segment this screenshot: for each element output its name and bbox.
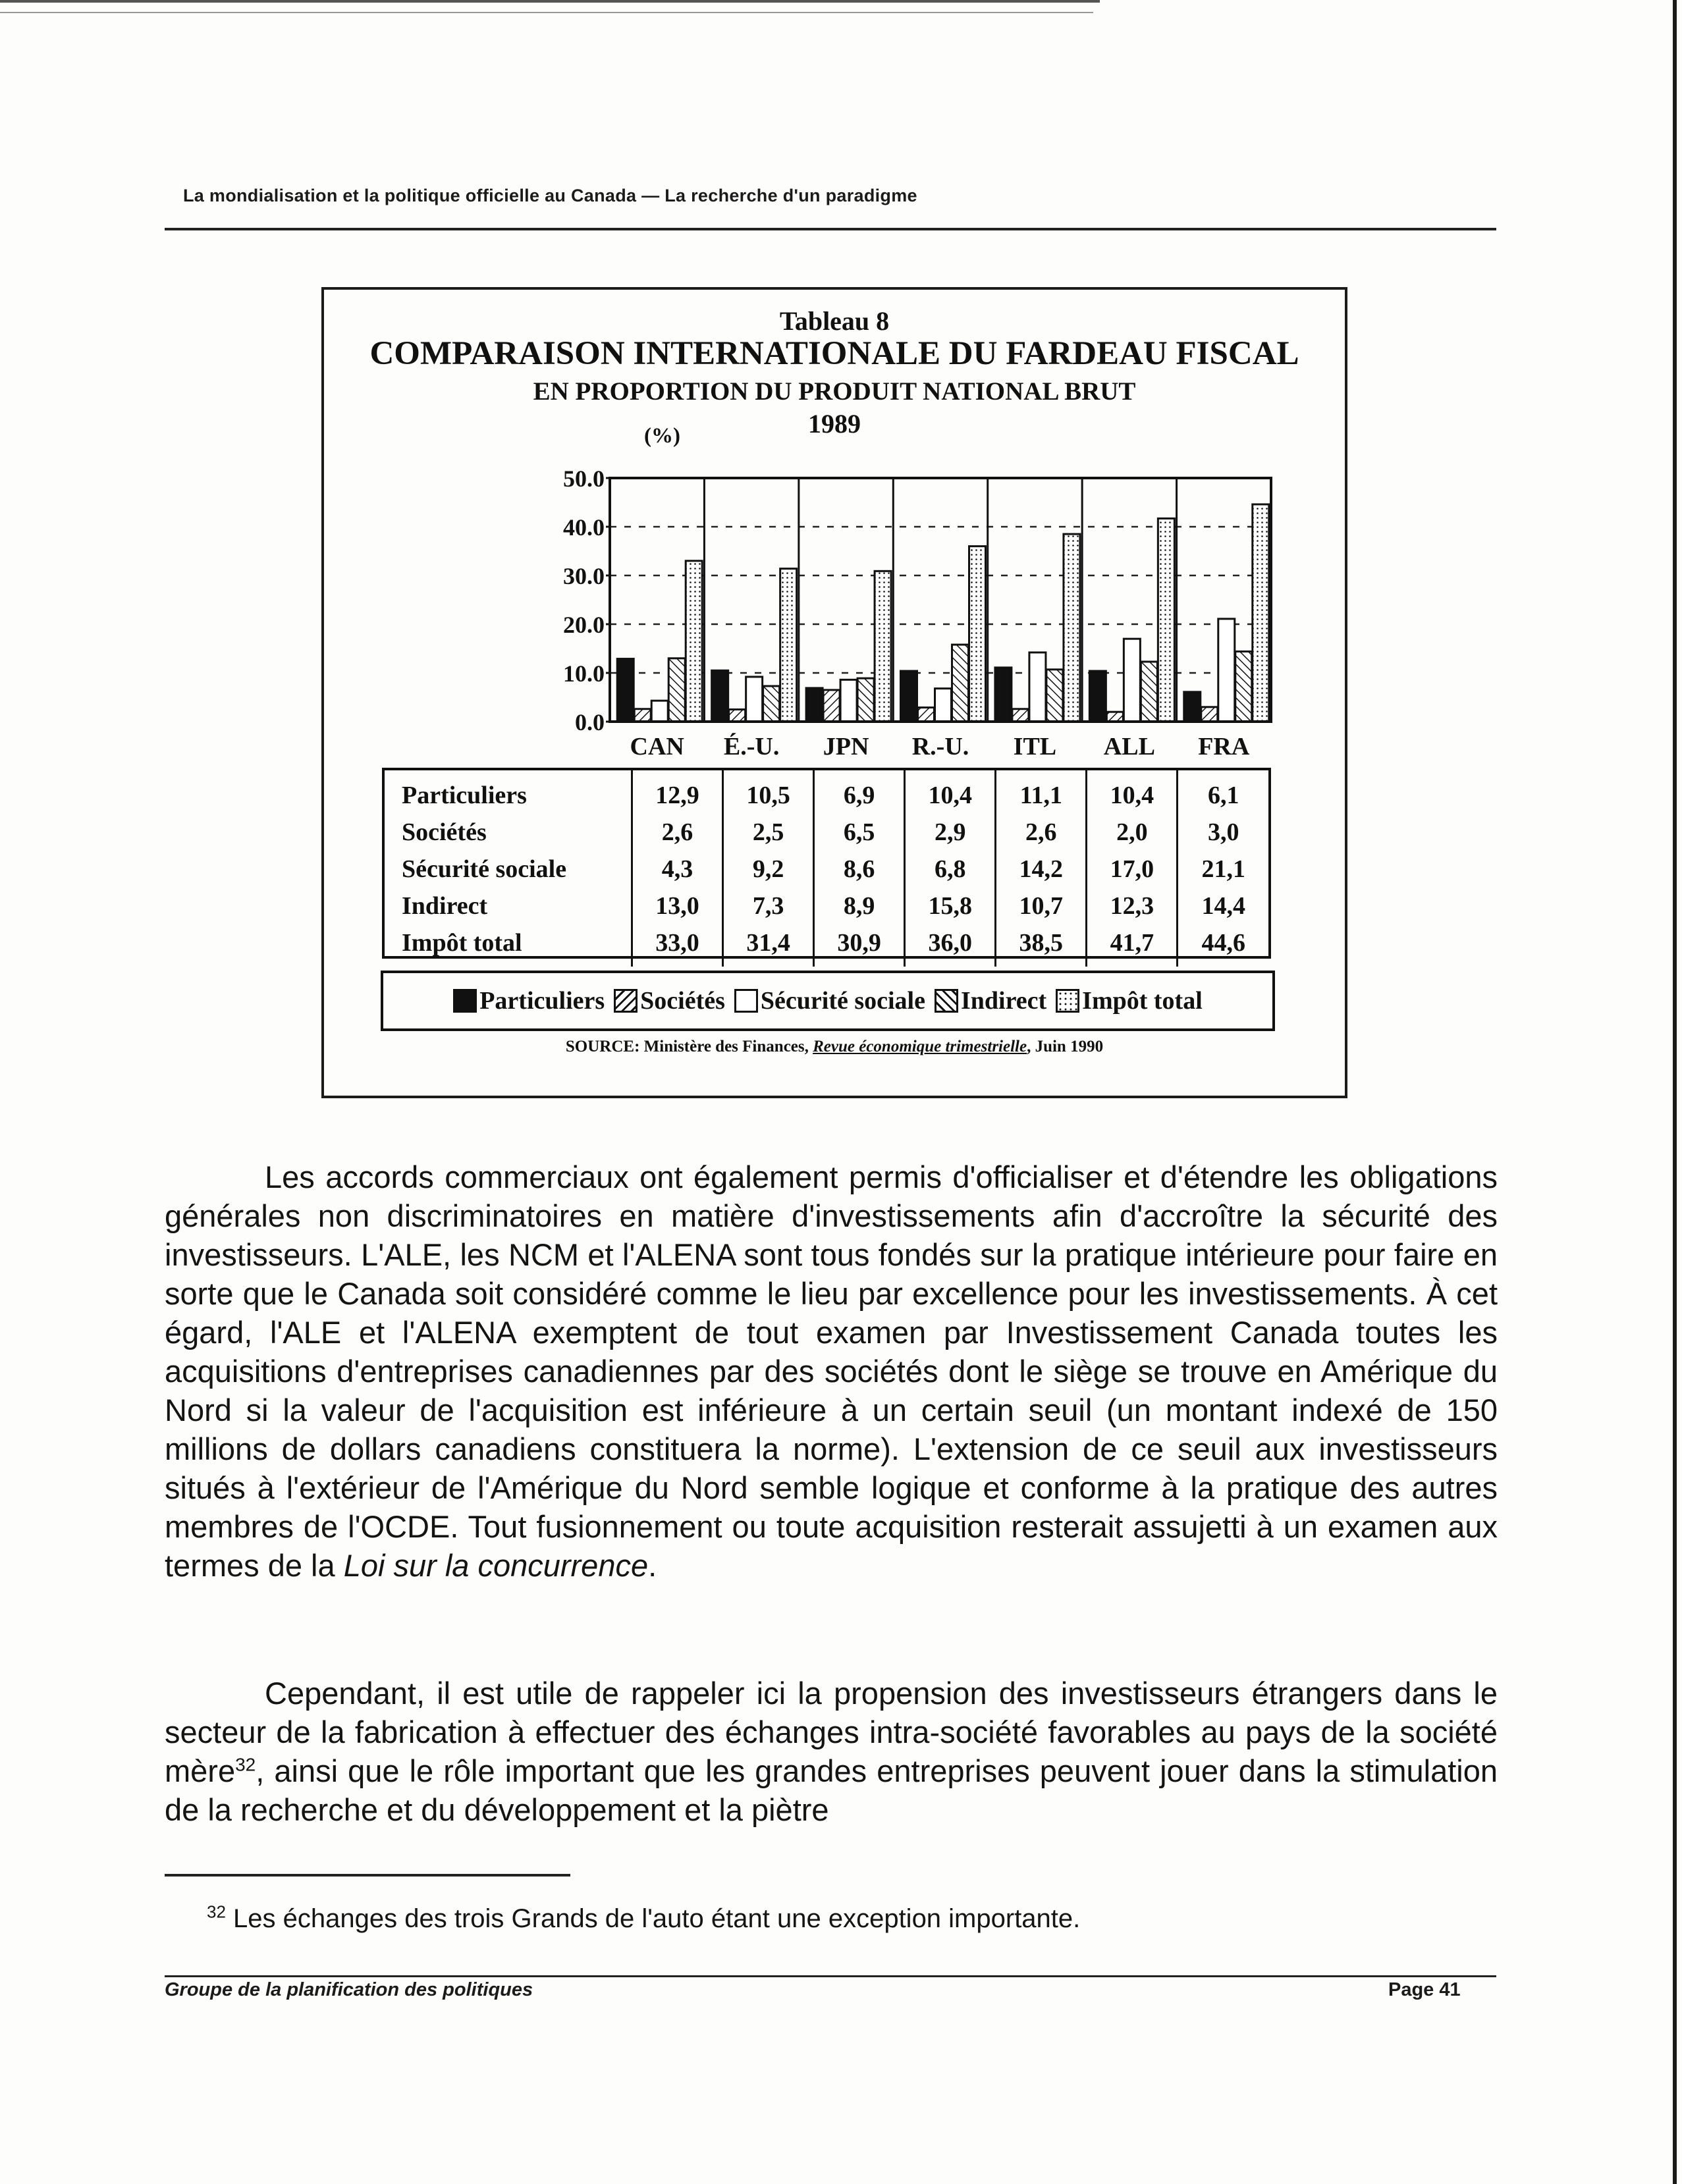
table-cell: 6,1 xyxy=(1207,782,1239,809)
x-category-label: JPN xyxy=(823,733,869,760)
legend-item-indirect xyxy=(935,986,1046,1015)
bar-imp-t-total xyxy=(780,569,797,722)
table-cell: 31,4 xyxy=(723,924,814,967)
bar-indirect xyxy=(763,686,780,722)
figure-year: 1989 xyxy=(808,409,861,439)
table-cell: 14,2 xyxy=(996,851,1087,888)
legend-swatch-dotted xyxy=(1056,989,1079,1013)
legend-item-securite-sociale xyxy=(734,986,925,1015)
bar-particuliers xyxy=(901,671,917,722)
x-category-label: ALL xyxy=(1103,733,1155,760)
footer-organization: Groupe de la planification des politiques xyxy=(165,1979,533,2000)
row-label: Indirect xyxy=(383,888,632,924)
source-suffix: , Juin 1990 xyxy=(1027,1038,1104,1055)
table-cell: 10,4 xyxy=(1087,770,1178,814)
footer-rule xyxy=(165,1975,1496,1977)
top-scan-rule-secondary xyxy=(0,12,1093,13)
row-label: Sociétés xyxy=(383,814,632,851)
body-paragraph-1 xyxy=(165,1158,1498,1585)
table-cell: 9,2 xyxy=(723,851,814,888)
footnote-number: 32 xyxy=(207,1902,226,1922)
x-category-label: É.-U. xyxy=(723,733,780,760)
table-cell: 11,1 xyxy=(996,770,1087,814)
bar-indirect xyxy=(1235,651,1252,722)
bar-particuliers xyxy=(806,688,823,722)
table-cell: 6,5 xyxy=(814,814,905,851)
table-cell: 6,8 xyxy=(905,851,996,888)
table-cell: 6,9 xyxy=(814,770,905,814)
table-cell: 13,0 xyxy=(632,888,723,924)
table-cell: 7,3 xyxy=(723,888,814,924)
legend-swatch-empty xyxy=(734,989,758,1013)
table-cell: 30,9 xyxy=(814,924,905,967)
data-table xyxy=(383,770,1268,967)
bar-soci-t-s xyxy=(729,710,746,722)
bar-soci-t-s xyxy=(1106,712,1123,722)
table-row xyxy=(383,770,1268,814)
y-tick-label: 50.0 xyxy=(563,466,605,492)
y-tick-label: 0.0 xyxy=(575,709,605,735)
bar-indirect xyxy=(952,645,969,722)
figure-title: COMPARAISON INTERNATIONALE DU FARDEAU FISCAL xyxy=(369,335,1299,372)
bar-s-curit-sociale xyxy=(935,689,952,722)
table-cell: 12,3 xyxy=(1087,888,1178,924)
bar-particuliers xyxy=(617,659,634,722)
paragraph-text: Cependant, il est utile de rappeler ici la propension des investisseurs étrangers dans le secteur de la fabrication à effectuer des échanges intra-société favorables au pays de la société mère xyxy=(165,1676,1498,1788)
table-cell: 36,0 xyxy=(905,924,996,967)
bar-imp-t-total xyxy=(969,546,986,722)
table-cell: 2,6 xyxy=(632,814,723,851)
bar-particuliers xyxy=(995,668,1012,722)
row-label: Impôt total xyxy=(383,924,632,967)
x-category-label: ITL xyxy=(1013,733,1057,760)
bar-soci-t-s xyxy=(634,709,651,722)
table-cell: 17,0 xyxy=(1087,851,1178,888)
table-row xyxy=(383,888,1268,924)
source-publication: Revue économique trimestrielle xyxy=(813,1038,1027,1055)
footnote-text: Les échanges des trois Grands de l'auto étant une exception importante. xyxy=(225,1904,1081,1933)
legend-item-particuliers xyxy=(453,986,605,1015)
bar-s-curit-sociale xyxy=(840,679,857,722)
table-cell: 2,5 xyxy=(723,814,814,851)
legend-swatch-diagonal xyxy=(614,989,638,1013)
table-cell: 12,9 xyxy=(632,770,723,814)
legend-label: Impôt total xyxy=(1082,987,1203,1015)
bar-indirect xyxy=(1141,662,1157,722)
top-scan-rule xyxy=(0,0,1100,3)
bar-soci-t-s xyxy=(918,708,935,722)
legend-label: Sociétés xyxy=(640,987,725,1015)
x-category-label: R.-U. xyxy=(911,733,969,760)
page-number: Page 41 xyxy=(1388,1979,1461,2000)
table-cell: 8,6 xyxy=(814,851,905,888)
legend-swatch-solid xyxy=(453,989,477,1013)
running-header: La mondialisation et la politique officielle au Canada — La recherche d'un paradigme xyxy=(183,186,917,205)
table-cell: 10,7 xyxy=(996,888,1087,924)
table-cell: 21,1 xyxy=(1201,855,1245,883)
table-row xyxy=(383,851,1268,888)
table-cell: 15,8 xyxy=(905,888,996,924)
footnote-ref[interactable]: 32 xyxy=(235,1754,256,1775)
bar-s-curit-sociale xyxy=(651,701,668,722)
y-tick-label: 30.0 xyxy=(563,563,605,589)
y-tick-label: 40.0 xyxy=(563,514,605,541)
legend-label: Sécurité sociale xyxy=(760,987,925,1015)
legend-item-impot-total xyxy=(1056,986,1203,1015)
legend-swatch-backslash xyxy=(935,989,958,1013)
y-tick-label: 20.0 xyxy=(563,612,605,638)
y-axis-unit: (%) xyxy=(644,424,680,448)
bar-soci-t-s xyxy=(1201,707,1218,722)
table-cell: 44,6 xyxy=(1201,929,1245,957)
row-label: Sécurité sociale xyxy=(383,851,632,888)
table-row xyxy=(383,924,1268,967)
x-category-label: FRA xyxy=(1198,733,1250,760)
bar-soci-t-s xyxy=(1012,709,1029,722)
table-cell: 8,9 xyxy=(814,888,905,924)
bar-soci-t-s xyxy=(823,690,840,722)
table-cell: 33,0 xyxy=(632,924,723,967)
legend-label: Particuliers xyxy=(479,987,605,1015)
table-cell: 10,4 xyxy=(905,770,996,814)
bar-imp-t-total xyxy=(686,561,702,722)
table-cell: 10,5 xyxy=(723,770,814,814)
footnote-32 xyxy=(207,1904,1080,1934)
bar-particuliers xyxy=(712,670,728,722)
source-prefix: SOURCE: Ministère des Finances, xyxy=(565,1038,813,1055)
bar-s-curit-sociale xyxy=(1218,619,1235,722)
bar-imp-t-total xyxy=(875,571,891,722)
law-reference: Loi sur la concurrence xyxy=(343,1548,649,1583)
y-tick-label: 10.0 xyxy=(563,660,605,687)
legend-label: Indirect xyxy=(960,987,1047,1015)
bar-imp-t-total xyxy=(1253,504,1269,722)
table-row xyxy=(383,814,1268,851)
table-cell: 14,4 xyxy=(1201,892,1245,920)
page-edge-border xyxy=(1673,0,1677,2184)
bar-indirect xyxy=(668,658,685,722)
bar-particuliers xyxy=(1184,692,1201,722)
bar-s-curit-sociale xyxy=(746,677,763,722)
body-paragraph-2 xyxy=(165,1674,1498,1829)
paragraph-text: Les accords commerciaux ont également permis d'officialiser et d'étendre les obligations générales non discriminatoires en matière d'investissements afin d'accroître la sécurité des investisseurs. L'ALE, les NCM et l'ALENA sont tous fondés sur la pratique intérieure pour faire en sorte que le Canada soit considéré comme le lieu par excellence pour les investissements. À cet égard, l'ALE et l'ALENA exemptent de tout examen par Investissement Canada toutes les acquisitions d'entreprises canadiennes par des sociétés dont le siège se trouve en Amérique du Nord si la valeur de l'acquisition est inférieure à un certain seuil (un montant indexé de 150 millions de dollars canadiens constituera la norme). L'extension de ce seuil aux investisseurs situés à l'extérieur de l'Amérique du Nord semble logique et conforme à la pratique des autres membres de l'OCDE. Tout fusionnement ou toute acquisition resterait assujetti à un examen aux termes de la xyxy=(165,1159,1498,1583)
bar-indirect xyxy=(857,678,874,722)
x-category-label: CAN xyxy=(630,733,684,760)
bar-indirect xyxy=(1046,670,1063,722)
bar-s-curit-sociale xyxy=(1029,653,1046,722)
table-cell: 2,6 xyxy=(996,814,1087,851)
table-cell: 38,5 xyxy=(996,924,1087,967)
table-cell: 3,0 xyxy=(1207,818,1239,846)
bar-imp-t-total xyxy=(1064,534,1080,722)
figure-source xyxy=(321,1038,1347,1056)
paragraph-text-end: , ainsi que le rôle important que les grandes entreprises peuvent jouer dans la stimulation de la recherche et du développement et la piètre xyxy=(165,1753,1498,1827)
chart-legend xyxy=(381,971,1275,1031)
paragraph-end: . xyxy=(648,1548,657,1583)
bar-imp-t-total xyxy=(1158,518,1174,722)
bar-particuliers xyxy=(1089,671,1106,722)
header-rule xyxy=(165,228,1496,230)
table-cell: 4,3 xyxy=(632,851,723,888)
table-cell: 2,0 xyxy=(1087,814,1178,851)
figure-subtitle: EN PROPORTION DU PRODUIT NATIONAL BRUT xyxy=(533,377,1136,406)
legend-item-societes xyxy=(614,986,725,1015)
table-cell: 2,9 xyxy=(905,814,996,851)
footnote-rule xyxy=(165,1874,570,1877)
row-label: Particuliers xyxy=(383,770,632,814)
bar-s-curit-sociale xyxy=(1124,639,1140,722)
figure-label: Tableau 8 xyxy=(779,306,890,336)
table-cell: 41,7 xyxy=(1087,924,1178,967)
